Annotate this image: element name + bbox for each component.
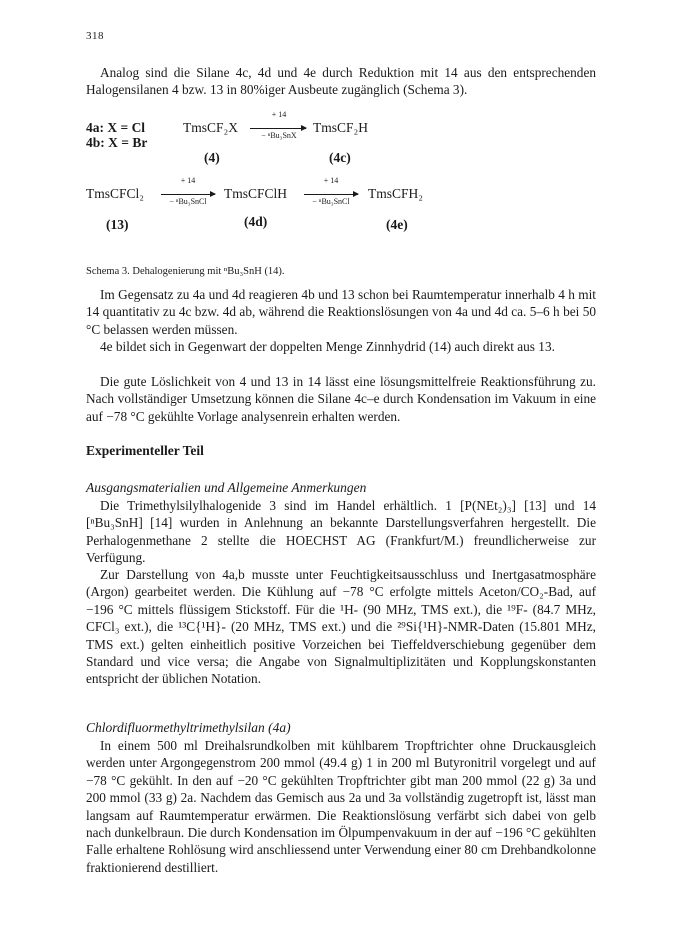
reagent-label-1: + 14 — [271, 110, 287, 119]
byproduct-label-2: − ⁿBu₃SnCl — [169, 197, 207, 206]
scheme-caption: Schema 3. Dehalogenierung mit ⁿBu₃SnH (14). — [86, 266, 285, 277]
byproduct-label-3: − ⁿBu₃SnCl — [312, 197, 350, 206]
paragraph-2: 4e bildet sich in Gegenwart der doppelten Menge Zinnhydrid (14) auch direkt aus 13. — [100, 339, 555, 354]
product-tmscf2h: TmsCF₂H — [313, 120, 368, 135]
reaction-arrow-2 — [161, 194, 215, 195]
reactant-tmscf2x: TmsCF₂X — [183, 120, 238, 135]
compound-number-4d: (4d) — [244, 214, 268, 229]
intermediate-tmscfclh: TmsCFClH — [224, 186, 288, 201]
compound-number-4c: (4c) — [329, 150, 351, 165]
section-heading: Experimenteller Teil — [86, 443, 204, 458]
compound-number-13: (13) — [106, 217, 129, 232]
page-number: 318 — [86, 30, 104, 42]
reagent-label-3: + 14 — [323, 176, 339, 185]
paragraph-5: Zur Darstellung von 4a,b musste unter Feuchtigkeitsausschluss und Inertgasatmosphäre (Argon) gearbeitet werden. Die Kühlung auf −78 °C erfolgte mittels Aceton/CO₂-Bad, auf −196 °C mittels flüssigem Stickstoff. Für die ¹H- (90 MHz, TMS ext.), die ¹⁹F- (84.7 MHz, CFCl₃ ext.), die ¹³C{¹H}- (20 MHz, TMS ext.) und die ²⁹Si{¹H}-NMR-Daten (15.801 MHz, TMS ext.) gelten einheitlich positive Vorzeichen bei Tieffeldverschiebung gegenüber dem Standard und vice versa; die Angabe von Signalmultiplizitäten und Kopplungskonstanten entspricht der üblichen Notation. — [86, 567, 596, 687]
paragraph-4: Die Trimethylsilylhalogenide 3 sind im Handel erhältlich. 1 [P(NEt₂)₃] [13] und 14 [ⁿBu₃SnH] [14] wurden in Anlehnung an bekannte Darstellungsverfahren hergestellt. Die Perhalogenmethane 2 stellte die HOECHST AG (Frankfurt/M.) freundlicherweise zur Verfügung. — [86, 498, 596, 566]
product-tmscfh2: TmsCFH₂ — [368, 186, 423, 201]
reactant-tmscfcl2: TmsCFCl₂ — [86, 186, 144, 201]
paragraph-1: Im Gegensatz zu 4a und 4d reagieren 4b und 13 schon bei Raumtemperatur innerhalb 4 h mit 14 quantitativ zu 4c bzw. 4d ab, während die Reaktionslösungen von 4a und 4d ca. 5–6 h bei 50 °C belassen werden müssen. — [86, 287, 596, 337]
scheme-label-4b: 4b: X = Br — [86, 135, 148, 150]
scheme-label-4a: 4a: X = Cl — [86, 120, 146, 135]
paragraph-6: In einem 500 ml Dreihalsrundkolben mit kühlbarem Tropftrichter ohne Druckausgleich werden unter Argongegenstrom 200 mmol (49.4 g) 1 in 200 ml Butyronitril vorgelegt und auf −78 °C gekühlt. In den auf −20 °C gekühlten Tropftrichter gibt man 200 mmol (22 g) 3a und 200 mmol (33 g) 2a. Nachdem das Gemisch aus 2a und 3a vollständig zugetropft ist, lässt man langsam auf Raumtemperatur erwärmen. Die Reaktionslösung verfärbt sich dabei von gelb nach dunkelbraun. Die durch Kondensation im Ölpumpenvakuum in der auf −196 °C gekühlten Falle erhaltene Rohlösung wird anschliessend unter Verwendung einer 80 cm Drehbandkolonne fraktionierend destilliert. — [86, 738, 596, 875]
compound-number-4: (4) — [204, 150, 220, 165]
subsection-heading-1: Ausgangsmaterialien und Allgemeine Anmerkungen — [86, 480, 367, 495]
reagent-label-2: + 14 — [180, 176, 196, 185]
subsection-heading-2: Chlordifluormethyltrimethylsilan (4a) — [86, 720, 291, 735]
byproduct-label-1: − ⁿBu₃SnX — [261, 131, 297, 140]
reaction-arrow-3 — [304, 194, 358, 195]
reaction-arrow-1 — [250, 128, 306, 129]
paragraph-3: Die gute Löslichkeit von 4 und 13 in 14 lässt eine lösungsmittelfreie Reaktionsführung zu. Nach vollständiger Umsetzung können die Silane 4c–e durch Kondensation im Vakuum in eine auf −78 °C gekühlte Vorlage analysenrein erhalten werden. — [86, 374, 596, 424]
compound-number-4e: (4e) — [386, 217, 408, 232]
intro-paragraph: Analog sind die Silane 4c, 4d und 4e durch Reduktion mit 14 aus den entsprechenden Halogensilanen 4 bzw. 13 in 80%iger Ausbeute zugänglich (Schema 3). — [86, 65, 596, 98]
